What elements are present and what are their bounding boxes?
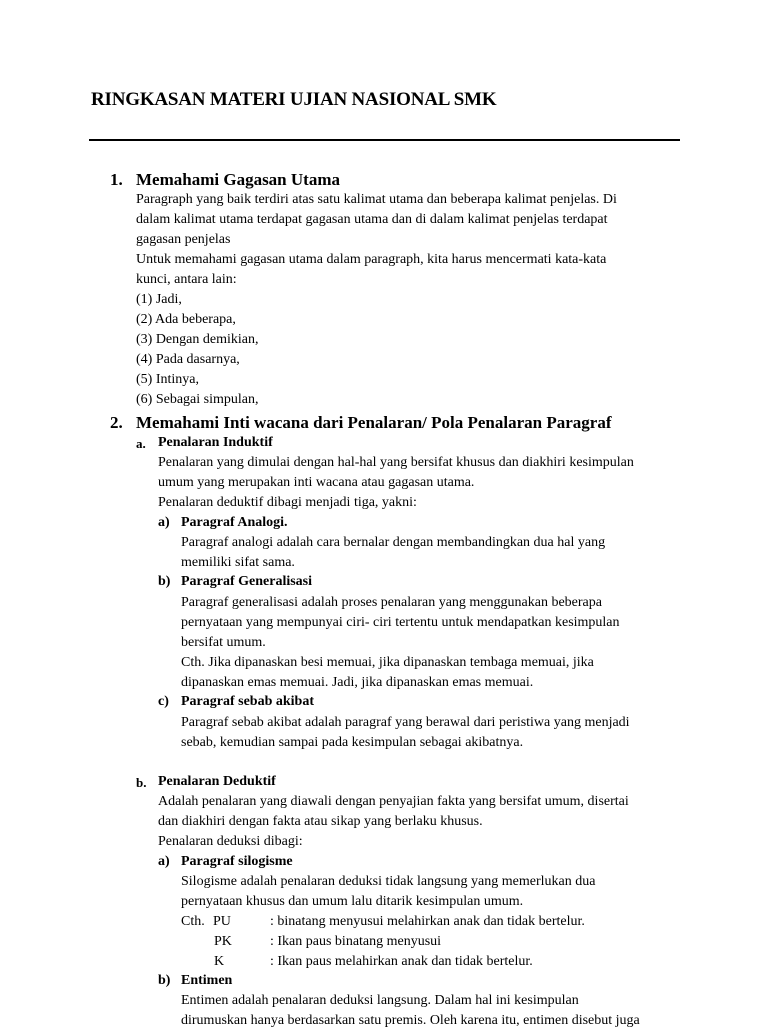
body-line: Paragraph yang baik terdiri atas satu kalimat utama dan beberapa kalimat penjelas. Di [136,192,617,207]
body-line: Cth. Jika dipanaskan besi memuai, jika dipanaskan tembaga memuai, jika [181,655,594,670]
body-line: Silogisme adalah penalaran deduksi tidak langsung yang memerlukan dua [181,874,596,889]
body-line: memiliki sifat sama. [181,555,295,570]
title-divider [89,139,680,141]
item-heading: Paragraf silogisme [181,854,293,869]
body-line: Paragraf sebab akibat adalah paragraf yang berawal dari peristiwa yang menjadi [181,715,630,730]
keyword-list-item: (4) Pada dasarnya, [136,352,240,367]
body-line: gagasan penjelas [136,232,231,247]
body-line: umum yang merupakan inti wacana atau gagasan utama. [158,475,475,490]
subsection-b-label: b. [136,775,147,790]
body-line: Paragraf generalisasi adalah proses penalaran yang menggunakan beberapa [181,595,602,610]
section-1-heading: Memahami Gagasan Utama [136,170,340,189]
body-line: Untuk memahami gagasan utama dalam paragraph, kita harus mencermati kata-kata [136,252,607,267]
item-label: b) [158,973,171,988]
body-line: pernyataan yang mempunyai ciri- ciri tertentu untuk mendapatkan kesimpulan [181,615,620,630]
example-text: : binatang menyusui melahirkan anak dan tidak bertelur. [270,914,585,929]
example-tag: PU [213,914,231,929]
item-label: a) [158,854,170,869]
subsection-a-label: a. [136,436,146,451]
keyword-list-item: (3) Dengan demikian, [136,332,259,347]
item-heading: Entimen [181,973,233,988]
item-heading: Paragraf Generalisasi [181,574,313,589]
body-line: dalam kalimat utama terdapat gagasan utama dan di dalam kalimat penjelas terdapat [136,212,608,227]
item-label: c) [158,694,169,709]
body-line: dan diakhiri dengan fakta atau sikap yang berlaku khusus. [158,814,483,829]
body-line: dipanaskan emas memuai. Jadi, jika dipanaskan emas memuai. [181,675,534,690]
example-text: : Ikan paus binatang menyusui [270,934,442,949]
subsection-b-heading: Penalaran Deduktif [158,774,276,789]
keyword-list-item: (1) Jadi, [136,292,182,307]
body-line: pernyataan khusus dan umum lalu ditarik kesimpulan umum. [181,894,524,909]
keyword-list-item: (6) Sebagai simpulan, [136,392,259,407]
section-2-number: 2. [110,413,123,432]
section-1-number: 1. [110,170,123,189]
example-tag: K [214,954,225,969]
body-line: Entimen adalah penalaran deduksi langsung. Dalam hal ini kesimpulan [181,993,579,1008]
example-tag: PK [214,934,232,949]
body-line: Paragraf analogi adalah cara bernalar dengan membandingkan dua hal yang [181,535,606,550]
section-2-heading: Memahami Inti wacana dari Penalaran/ Pola Penalaran Paragraf [136,413,612,432]
keyword-list-item: (5) Intinya, [136,372,199,387]
example-text: : Ikan paus melahirkan anak dan tidak bertelur. [270,954,533,969]
body-line: Penalaran deduktif dibagi menjadi tiga, yakni: [158,495,417,510]
body-line: bersifat umum. [181,635,266,650]
subsection-a-heading: Penalaran Induktif [158,435,273,450]
item-label: b) [158,574,171,589]
keyword-list-item: (2) Ada beberapa, [136,312,236,327]
item-heading: Paragraf sebab akibat [181,694,314,709]
body-line: Penalaran yang dimulai dengan hal-hal yang bersifat khusus dan diakhiri kesimpulan [158,455,634,470]
item-label: a) [158,515,170,530]
body-line: Adalah penalaran yang diawali dengan penyajian fakta yang bersifat umum, disertai [158,794,629,809]
item-heading: Paragraf Analogi. [181,515,288,530]
body-line: Penalaran deduksi dibagi: [158,834,303,849]
example-prefix: Cth. [181,914,205,929]
body-line: dirumuskan hanya berdasarkan satu premis. Oleh karena itu, entimen disebut juga [181,1013,640,1028]
document-title: RINGKASAN MATERI UJIAN NASIONAL SMK [91,89,497,110]
body-line: sebab, kemudian sampai pada kesimpulan sebagai akibatnya. [181,735,524,750]
body-line: kunci, antara lain: [136,272,237,287]
